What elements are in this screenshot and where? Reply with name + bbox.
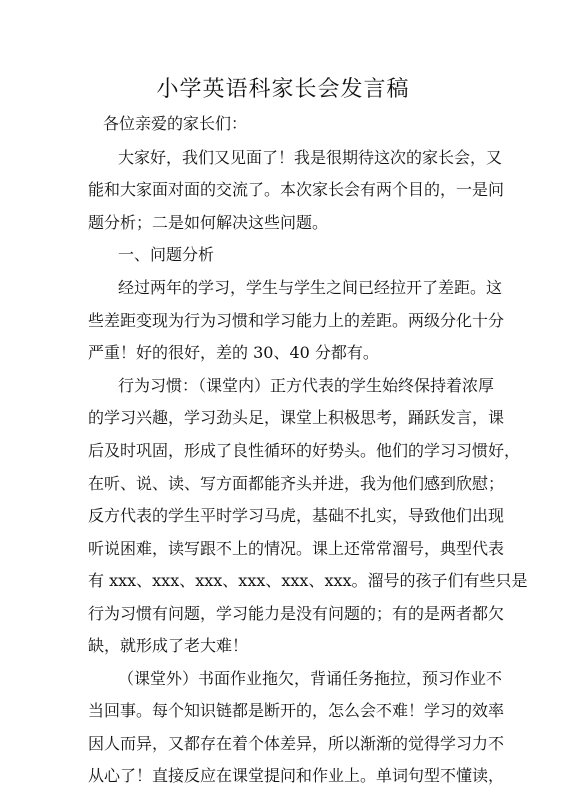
paragraph-line: 题分析；二是如何解决这些问题。 [88,213,329,232]
paragraph-line: 缺，就形成了老大难！ [88,636,249,655]
paragraph-line: 反方代表的学生平时学习马虎，基础不扎实，导致他们出现 [88,506,505,525]
paragraph-line: 的学习兴趣，学习劲头足，课堂上积极思考，踊跃发言，课 [88,408,505,427]
paragraph-line: 经过两年的学习，学生与学生之间已经拉开了差距。这 [118,278,503,297]
paragraph-line: 严重！好的很好，差的 30、40 分都有。 [88,343,379,362]
paragraph-line: 在听、说、读、写方面都能齐头并进，我为他们感到欣慰； [88,474,505,493]
paragraph-line: 当回事。每个知识链都是断开的，怎么会不难！学习的效率 [88,701,505,720]
paragraph-line: 大家好，我们又见面了！我是很期待这次的家长会，又 [118,148,503,167]
document-title: 小学英语科家长会发言稿 [156,77,410,102]
paragraph-line: 有 xxx、xxx、xxx、xxx、xxx、xxx。溜号的孩子们有些只是 [88,571,528,590]
paragraph-line: 后及时巩固，形成了良性循环的好势头。他们的学习习惯好， [88,441,521,460]
paragraph-line: 从心了！直接反应在课堂提问和作业上。单词句型不懂读， [88,766,505,785]
paragraph-line-greeting: 各位亲爱的家长们： [103,114,248,133]
paragraph-line: 能和大家面对面的交流了。本次家长会有两个目的，一是问 [88,180,505,199]
paragraph-line: 些差距变现为行为习惯和学习能力上的差距。两级分化十分 [88,311,505,330]
paragraph-line: 行为习惯：（课堂内）正方代表的学生始终保持着浓厚 [118,376,495,395]
paragraph-line: 因人而异，又都存在着个体差异，所以渐渐的觉得学习力不 [88,734,505,753]
paragraph-line: 行为习惯有问题，学习能力是没有问题的；有的是两者都欠 [88,604,505,623]
section-heading: 一、问题分析 [118,245,215,264]
paragraph-line: （课堂外）书面作业拖欠，背诵任务拖拉，预习作业不 [118,669,503,688]
paragraph-line: 听说困难，读写跟不上的情况。课上还常常溜号，典型代表 [88,539,505,558]
